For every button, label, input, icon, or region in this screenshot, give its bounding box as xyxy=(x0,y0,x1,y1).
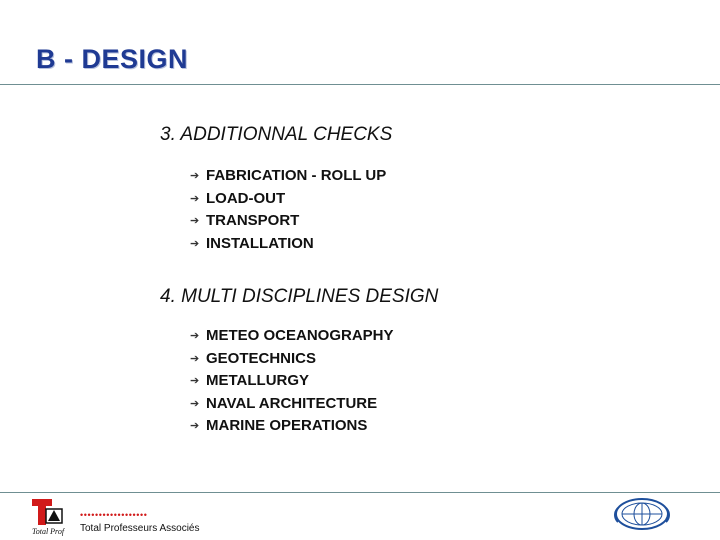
arrow-right-icon: ➔ xyxy=(190,215,200,227)
globe-emblem-icon xyxy=(612,496,672,532)
arrow-right-icon: ➔ xyxy=(190,170,200,182)
logo-caption: Total Prof xyxy=(32,527,65,536)
arrow-right-icon: ➔ xyxy=(190,420,200,432)
section-heading-checks: 3. ADDITIONNAL CHECKS xyxy=(160,124,393,145)
arrow-right-icon: ➔ xyxy=(190,397,200,410)
list-item: ➔ FABRICATION - ROLL UP xyxy=(190,165,386,188)
list-item: ➔ INSTALLATION xyxy=(190,233,386,256)
company-name: Total Professeurs Associés xyxy=(80,523,200,534)
list-item: ➔ METALLURGY xyxy=(190,370,394,393)
slide-title: B - DESIGN xyxy=(36,44,189,74)
arrow-right-icon: ➔ xyxy=(190,352,200,365)
list-item: ➔ METEO OCEANOGRAPHY xyxy=(190,325,394,348)
list-item: ➔ TRANSPORT xyxy=(190,210,386,233)
list-item: ➔ MARINE OPERATIONS xyxy=(190,415,394,438)
checks-list xyxy=(190,165,386,255)
bottom-rule xyxy=(0,492,720,493)
arrow-right-icon: ➔ xyxy=(190,192,200,205)
footer-dots: •••••••••••••••••• xyxy=(80,510,148,520)
arrow-right-icon: ➔ xyxy=(190,330,200,342)
section-heading-disciplines: 4. MULTI DISCIPLINES DESIGN xyxy=(160,286,439,307)
list-item: ➔ GEOTECHNICS xyxy=(190,348,394,371)
disciplines-list xyxy=(190,325,394,438)
arrow-right-icon: ➔ xyxy=(190,375,200,387)
top-rule xyxy=(0,84,720,85)
list-item: ➔ NAVAL ARCHITECTURE xyxy=(190,393,394,416)
list-item: ➔ LOAD-OUT xyxy=(190,188,386,211)
arrow-right-icon: ➔ xyxy=(190,237,200,250)
